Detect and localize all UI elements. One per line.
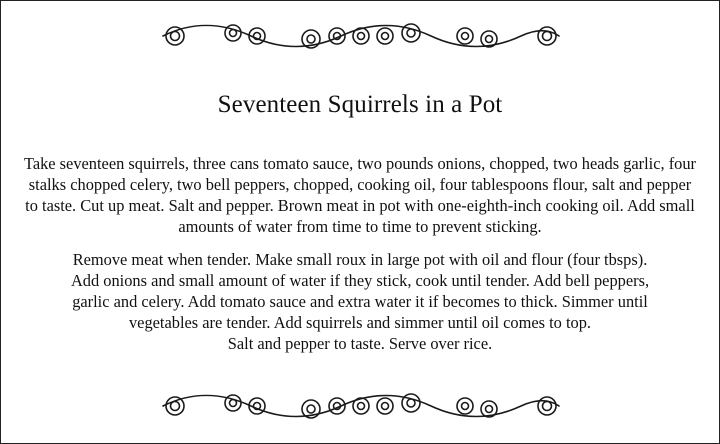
instructions-paragraph [21, 249, 699, 354]
top-scroll-ornament [161, 19, 561, 53]
instructions-line: Salt and pepper to taste. Serve over rice. [227, 334, 493, 353]
instructions-line: Add onions and small amount of water if they stick, cook until tender. Add bell peppers, [70, 271, 650, 290]
instructions-line: Remove meat when tender. Make small roux in large pot with oil and flour (four tbsps). [72, 250, 648, 269]
instructions-line: vegetables are tender. Add squirrels and simmer until oil comes to top. [128, 313, 592, 332]
bottom-scroll-ornament [161, 389, 561, 423]
ingredients-paragraph: Take seventeen squirrels, three cans tomato sauce, two pounds onions, chopped, two heads garlic, four stalks chopped celery, two bell peppers, chopped, cooking oil, four tablespoons flour, salt and pepper to taste. Cut up meat. Salt and pepper. Brown meat in pot with one-eighth-inch cooking oil. Add small amounts of water from time to time to prevent sticking. [23, 154, 697, 236]
recipe-title: Seventeen Squirrels in a Pot [217, 91, 503, 118]
instructions-line: garlic and celery. Add tomato sauce and extra water it if becomes to thick. Simmer until [72, 292, 648, 311]
